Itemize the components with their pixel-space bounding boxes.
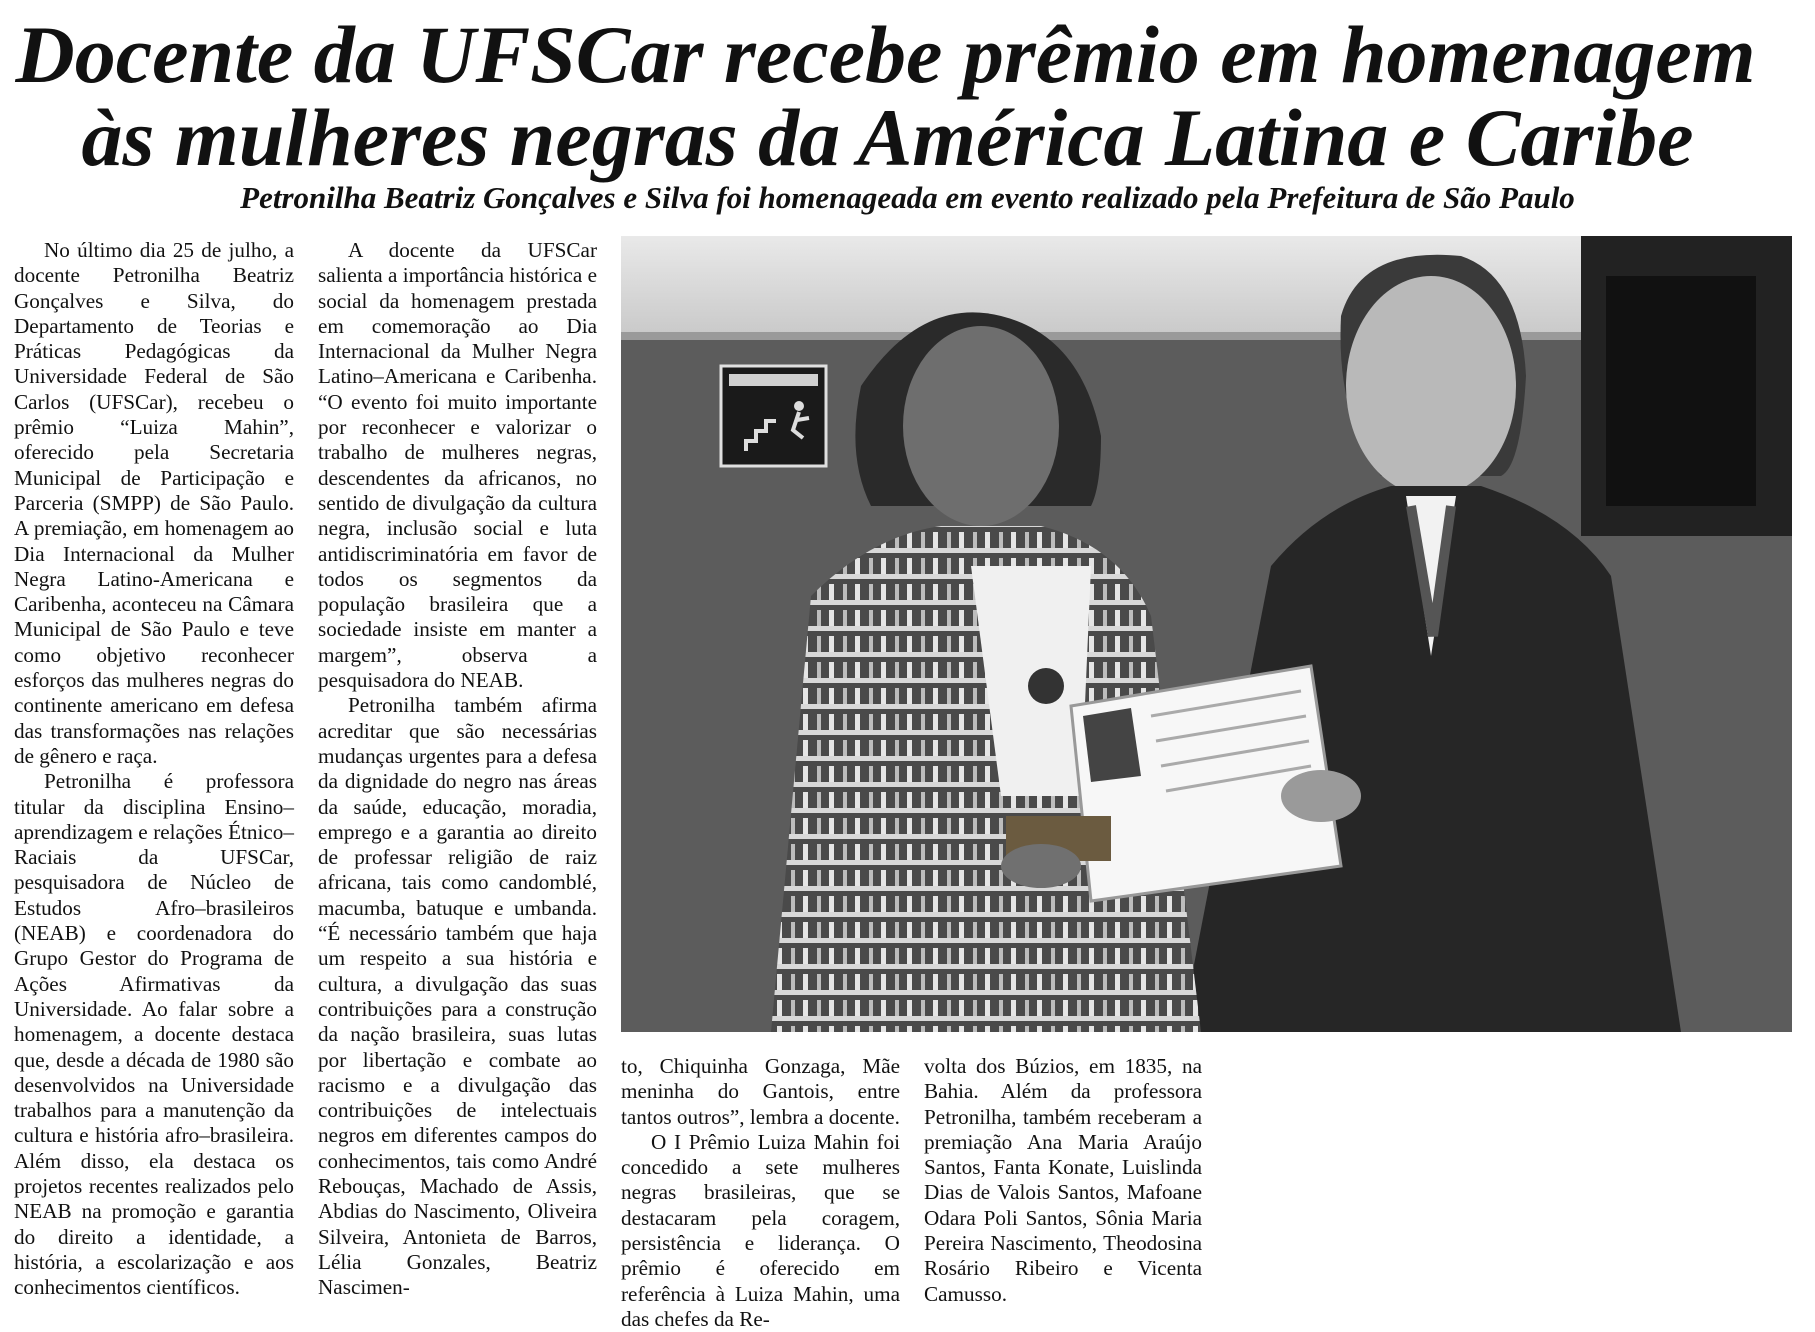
subheadline: Petronilha Beatriz Gonçalves e Silva foi homenageada em evento realizado pela Prefeitura de São Paulo [240, 180, 1575, 215]
award-photo [621, 236, 1792, 1032]
article-column-3 [621, 1054, 900, 1332]
article-column-4 [924, 1054, 1202, 1307]
paragraph: Petronilha é professora titular da disciplina Ensino–aprendizagem e relações Étnico–Raciais da UFSCar, pesquisadora de Núcleo de Estudos Afro–brasileiros (NEAB) e coordenadora do Grupo Gestor do Programa de Ações Afirmativas da Universidade. Ao falar sobre a homenagem, a docente destaca que, desde a década de 1980 são desenvolvidos na Universidade trabalhos para a manutenção da cultura e história afro–brasileira. Além disso, ela destaca os projetos recentes realizados pelo NEAB na promoção e garantia do direito a identidade, a história, a escolarização e aos conhecimentos científicos. [14, 769, 294, 1300]
paragraph: O I Prêmio Luiza Mahin foi concedido a sete mulheres negras brasileiras, que se destacaram pela coragem, persistência e liderança. O prêmio é oferecido em referência à Luiza Mahin, uma das chefes da Re- [621, 1129, 900, 1331]
paragraph: volta dos Búzios, em 1835, na Bahia. Além da professora Petronilha, também receberam a premiação Ana Maria Araújo Santos, Fanta Konate, Luislinda Dias de Valois Santos, Mafoane Odara Poli Santos, Sônia Maria Pereira Nascimento, Theodosina Rosário Ribeiro e Vicenta Camusso. [924, 1054, 1202, 1306]
headline-line-1: Docente da UFSCar recebe prêmio em homenagem [15, 9, 1756, 100]
article-column-2 [318, 238, 597, 1300]
paragraph: Petronilha também afirma acreditar que são necessárias mudanças urgentes para a defesa da dignidade do negro nas áreas da saúde, educação, moradia, emprego e a garantia ao direito de professar religião de raiz africana, tais como candomblé, macumba, batuque e umbanda. “É necessário também que haja um respeito a sua história e cultura, a divulgação das suas contribuições para a construção da nação brasileira, suas lutas por libertação e combate ao racismo e a divulgação das contribuições de intelectuais negros em diferentes campos do conhecimentos, tais como André Rebouças, Machado de Assis, Abdias do Nascimento, Oliveira Silveira, Antonieta de Barros, Lélia Gonzales, Beatriz Nascimen- [318, 693, 597, 1300]
headline-line-2: às mulheres negras da América Latina e Caribe [81, 92, 1694, 183]
paragraph: No último dia 25 de julho, a docente Petronilha Beatriz Gonçalves e Silva, do Departamento de Teorias e Práticas Pedagógicas da Universidade Federal de São Carlos (UFSCar), recebeu o prêmio “Luiza Mahin”, oferecido pela Secretaria Municipal de Participação e Parceria (SMPP) de São Paulo. A premiação, em homenagem ao Dia Internacional da Mulher Negra Latino-Americana e Caribenha, aconteceu na Câmara Municipal de São Paulo e teve como objetivo reconhecer esforços das mulheres negras do continente americano em defesa das transformações nas relações de gênero e raça. [14, 238, 294, 768]
photo-illustration [621, 236, 1792, 1032]
paragraph: A docente da UFSCar salienta a importância histórica e social da homenagem prestada em comemoração ao Dia Internacional da Mulher Negra Latino–Americana e Caribenha. “O evento foi muito importante por reconhecer e valorizar o trabalho de mulheres negras, descendentes da africanos, no sentido de divulgação da cultura negra, inclusão social e luta antidiscriminatória em favor de todos os segmentos da população brasileira que a sociedade insiste em manter a margem”, observa a pesquisadora do NEAB. [318, 238, 597, 693]
paragraph: to, Chiquinha Gonzaga, Mãe meninha do Gantois, entre tantos outros”, lembra a docente. [621, 1054, 900, 1129]
article-column-1 [14, 238, 294, 1300]
